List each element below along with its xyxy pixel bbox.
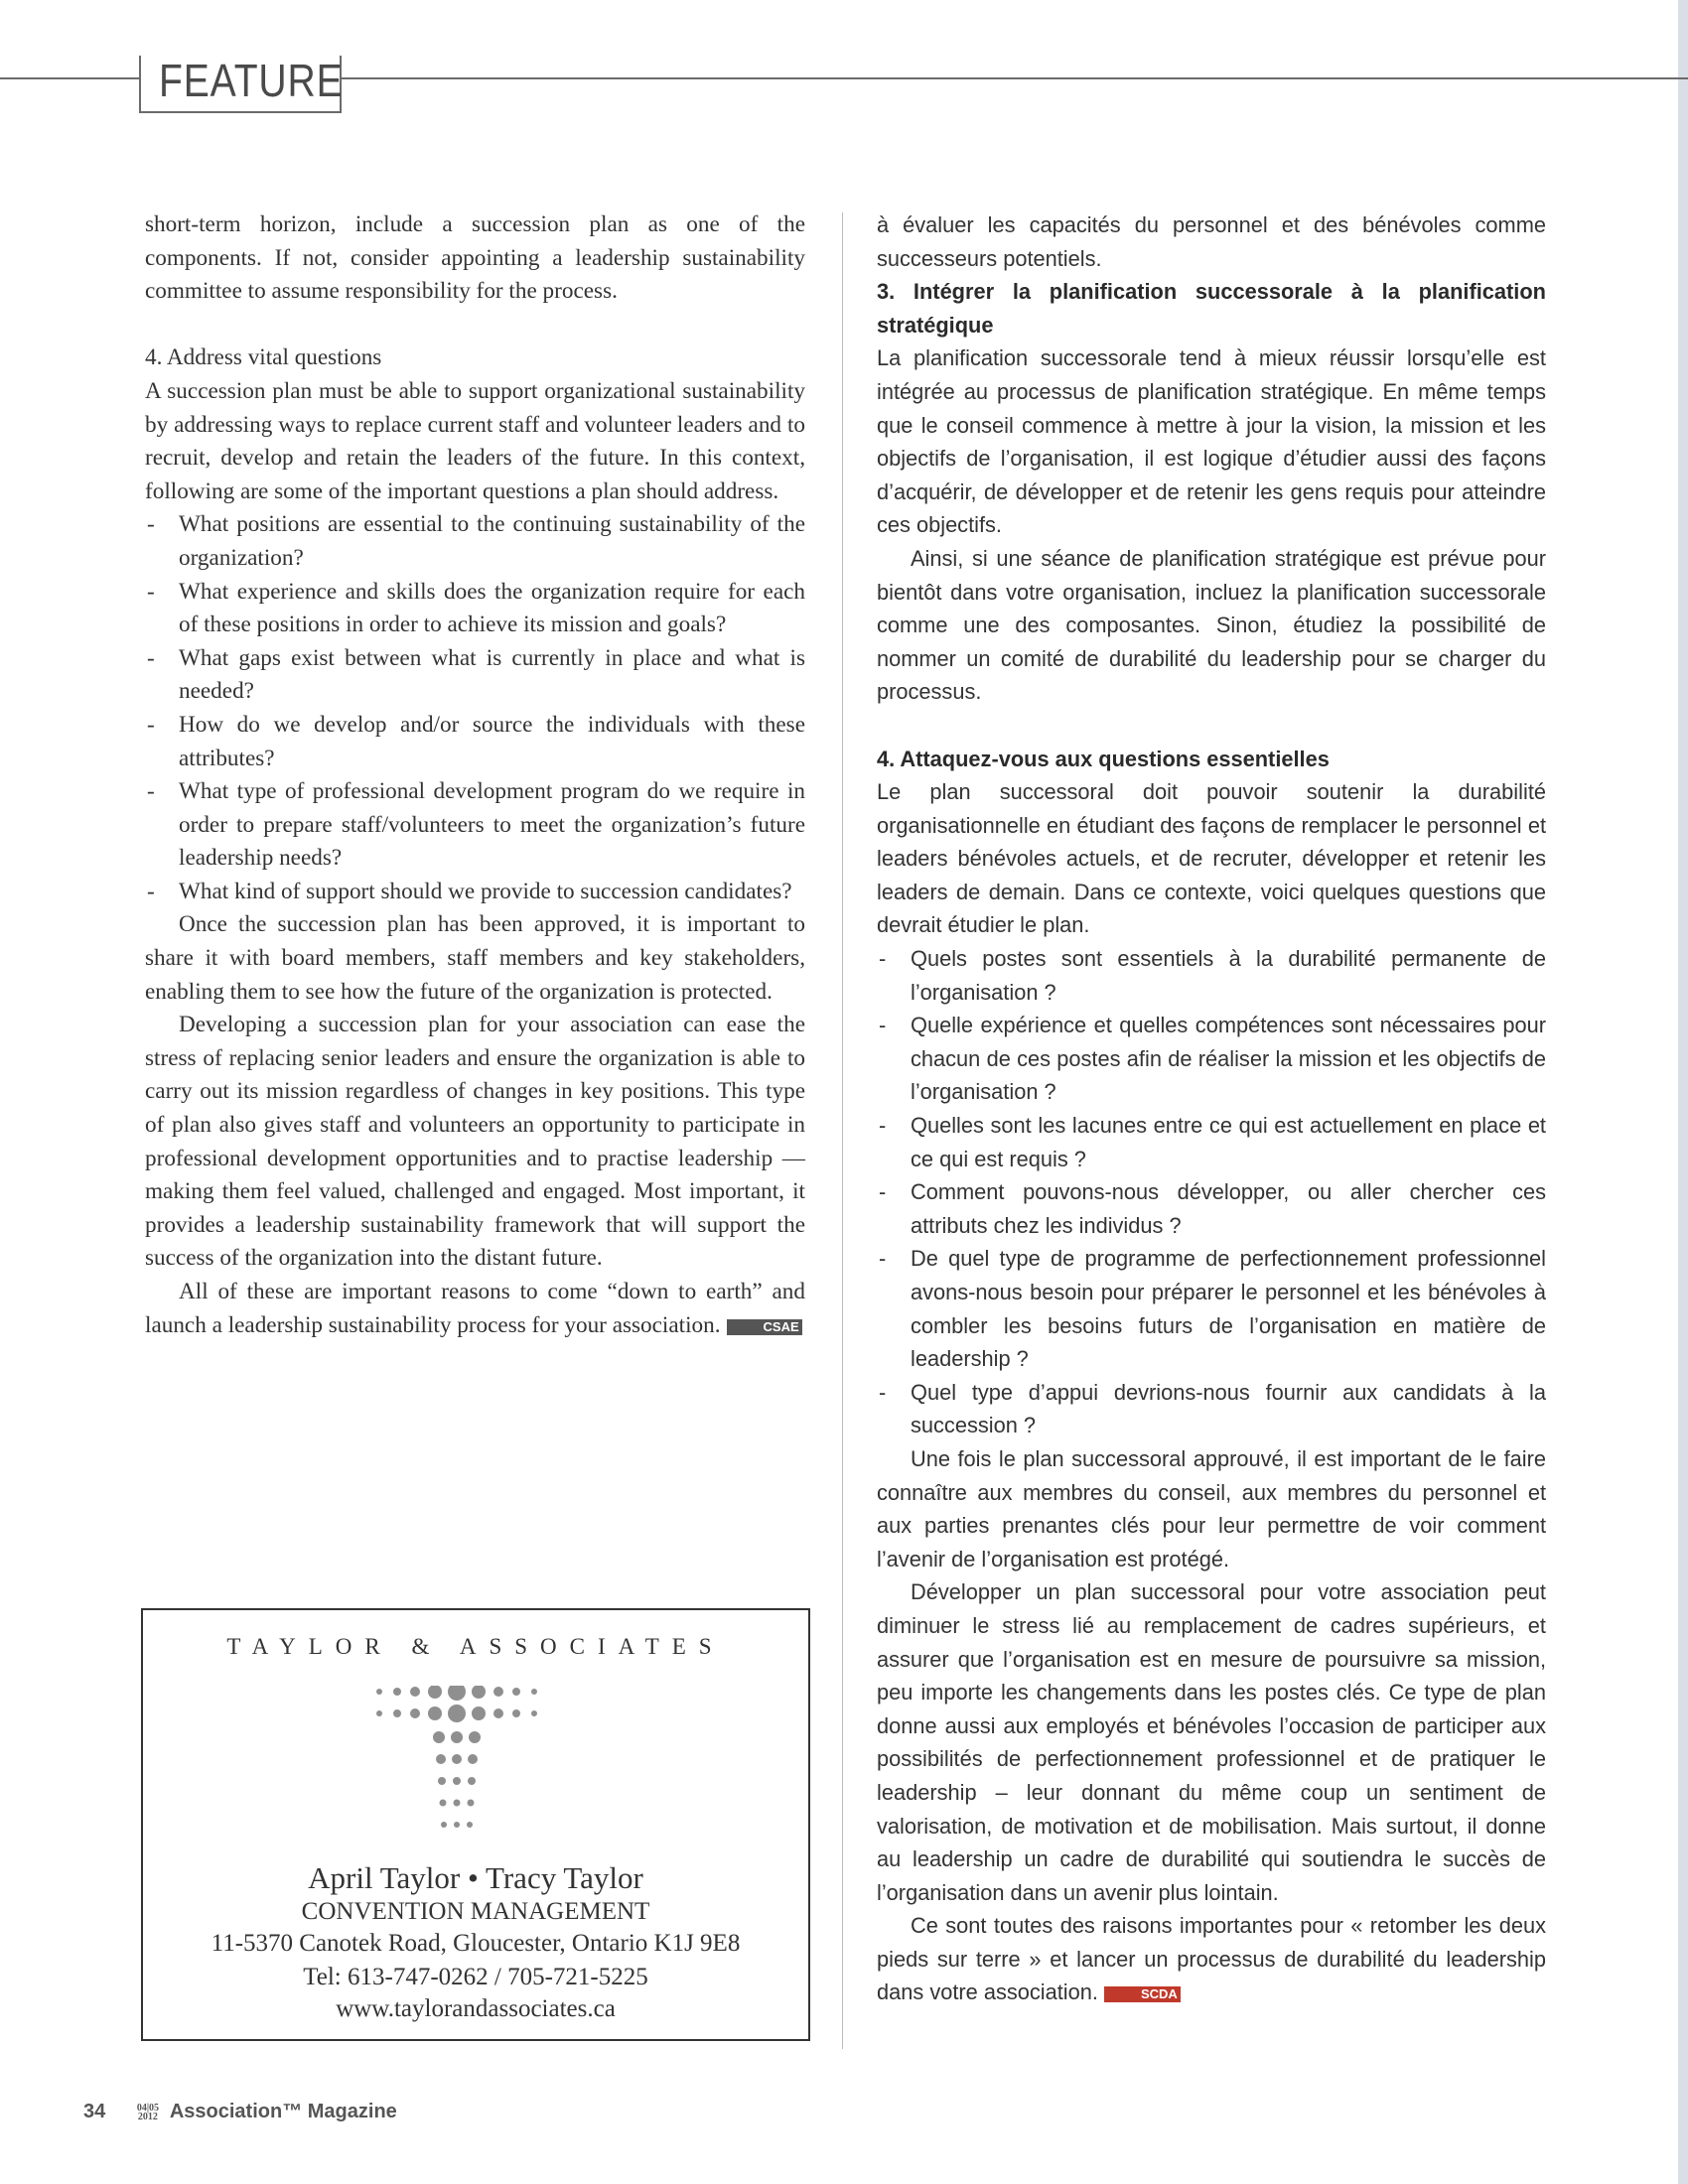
question-list: [877, 942, 1546, 1442]
page-number: 34: [83, 2101, 106, 2122]
paragraph-text: All of these are important reasons to come “down to earth” and launch a leadership sustainability process for your association.: [145, 1279, 805, 1338]
ad-line-1: CONVENTION MANAGEMENT: [301, 1898, 650, 1925]
list-item: - What kind of support should we provide to succession candidates?: [145, 876, 805, 909]
scda-logo: SCDA: [1104, 1986, 1181, 2002]
paragraph: A succession plan must be able to support organizational sustainability by addressing ways to replace current staff and volunteer leaders and to recruit, develop and retain the leaders of the future. In this context, following are some of the important questions a plan should address.: [145, 377, 805, 504]
list-item: - Quelle expérience et quelles compétences sont nécessaires pour chacun de ces postes afin de réaliser la mission et les objectifs de l’organisation ?: [877, 1009, 1546, 1109]
list-item: - Comment pouvons-nous développer, ou aller chercher ces attributs chez les individus ?: [877, 1175, 1546, 1242]
ad-names: April Taylor • Tracy Taylor: [308, 1860, 643, 1895]
list-item: - Quel type d’appui devrions-nous fournir aux candidats à la succession ?: [877, 1376, 1546, 1442]
paragraph: [877, 1909, 1546, 2009]
english-column: [145, 208, 805, 1342]
paragraph-text: Ce sont toutes des raisons importantes pour « retomber les deux pieds sur terre » et lancer un processus de durabilité du leadership dans votre association.: [877, 1913, 1546, 2005]
paragraph: Le plan successoral doit pouvoir soutenir la durabilité organisationnelle en étudiant des façons de remplacer le personnel et leaders bénévoles actuels, et de recruter, développer et retenir les leaders de demain. Dans ce contexte, voici quelques questions que devrait étudier le plan.: [877, 779, 1546, 938]
paragraph: à évaluer les capacités du personnel et des bénévoles comme successeurs potentiels.: [877, 212, 1546, 271]
list-item: - How do we develop and/or source the individuals with these attributes?: [145, 709, 805, 775]
csae-logo: CSAE: [727, 1319, 802, 1335]
ad-phone: Tel: 613-747-0262 / 705-721-5225: [303, 1964, 648, 1990]
paragraph: Une fois le plan successoral approuvé, il est important de le faire connaître aux membres du conseil, aux membres du personnel et aux parties prenantes clés pour leur permettre de voir comment l’avenir de l’organisation est protégé.: [877, 1445, 1546, 1571]
question-list: [145, 508, 805, 908]
section-heading: 3. Intégrer la planification successorale à la planification stratégique: [877, 279, 1546, 338]
issue-date-top: 04|05: [136, 2103, 160, 2114]
column-divider: [842, 212, 843, 2049]
paragraph: Développer un plan successoral pour votre association peut diminuer le stress lié au remplacement de cadres supérieurs, et assurer que l’organisation est en mesure de poursuivre sa mission, peu importe les changements dans les postes clés. Ce type de plan donne aussi aux employés et bénévoles l’occasion de participer aux possibilités de perfectionnement professionnel et de pratiquer le leadership – leur donnant du même coup un sentiment de valorisation, de motivation et de mobilisation. Mais surtout, il donne au leadership un cadre de durabilité qui soutiendra le succès de l’organisation dans un avenir plus lointain.: [877, 1579, 1546, 1905]
paragraph: La planification successorale tend à mieux réussir lorsqu’elle est intégrée au processus de planification stratégique. En même temps que le conseil commence à mettre à jour la vision, la mission et les objectifs de l’organisation, il est logique d’étudier aussi des façons d’acquérir, de développer et de retenir les gens requis pour atteindre ces objectifs.: [877, 345, 1546, 538]
list-item: - Quels postes sont essentiels à la durabilité permanente de l’organisation ?: [877, 942, 1546, 1009]
list-item: - De quel type de programme de perfectionnement professionnel avons-nous besoin pour préparer le personnel et les bénévoles à combler les besoins futurs de l’organisation en matière de leadership ?: [877, 1242, 1546, 1375]
list-item: - What positions are essential to the continuing sustainability of the organization?: [145, 508, 805, 575]
issue-date: [137, 2104, 159, 2121]
list-item: - What gaps exist between what is currently in place and what is needed?: [145, 642, 805, 709]
list-item: - Quelles sont les lacunes entre ce qui est actuellement en place et ce qui est requis ?: [877, 1109, 1546, 1175]
ad-website: www.taylorandassociates.ca: [336, 1995, 616, 2022]
list-item: - What experience and skills does the organization require for each of these positions in order to achieve its mission and goals?: [145, 576, 805, 642]
magazine-name: Association™ Magazine: [169, 2101, 397, 2122]
dot-t-logo-icon: [371, 1686, 570, 1844]
page-footer: [83, 2101, 397, 2123]
section-heading: 4. Address vital questions: [145, 344, 382, 371]
ad-brand: TAYLOR & ASSOCIATES: [226, 1634, 725, 1659]
issue-date-year: 2012: [137, 2112, 158, 2122]
paragraph: Ainsi, si une séance de planification stratégique est prévue pour bientôt dans votre organisation, incluez la planification successorale comme une des composantes. Sinon, étudiez la possibilité de nommer un comité de durabilité du leadership pour se charger du processus.: [877, 545, 1546, 705]
ad-address: 11-5370 Canotek Road, Gloucester, Ontario K1J 9E8: [211, 1930, 741, 1957]
section-title: FEATURE: [159, 55, 344, 106]
paragraph: short-term horizon, include a succession plan as one of the components. If not, consider appointing a leadership sustainability committee to assume responsibility for the process.: [145, 211, 805, 305]
paragraph: Developing a succession plan for your association can ease the stress of replacing senior leaders and ensure the organization is able to carry out its mission regardless of changes in key positions. This type of plan also gives staff and volunteers an opportunity to participate in professional development opportunities and to practise leadership — making them feel valued, challenged and engaged. Most important, it provides a leadership sustainability framework that will support the success of the organization into the distant future.: [145, 1012, 805, 1272]
french-column: [877, 208, 1546, 2009]
section-heading: 4. Attaquez-vous aux questions essentielles: [877, 746, 1330, 771]
page-edge: [1678, 0, 1688, 2184]
list-item: - What type of professional development program do we require in order to prepare staff/volunteers to meet the organization’s future leadership needs?: [145, 775, 805, 876]
paragraph: [145, 1276, 805, 1342]
taylor-associates-ad: [141, 1608, 810, 2041]
paragraph: Once the succession plan has been approved, it is important to share it with board members, staff members and key stakeholders, enabling them to see how the future of the organization is protected.: [145, 911, 805, 1005]
